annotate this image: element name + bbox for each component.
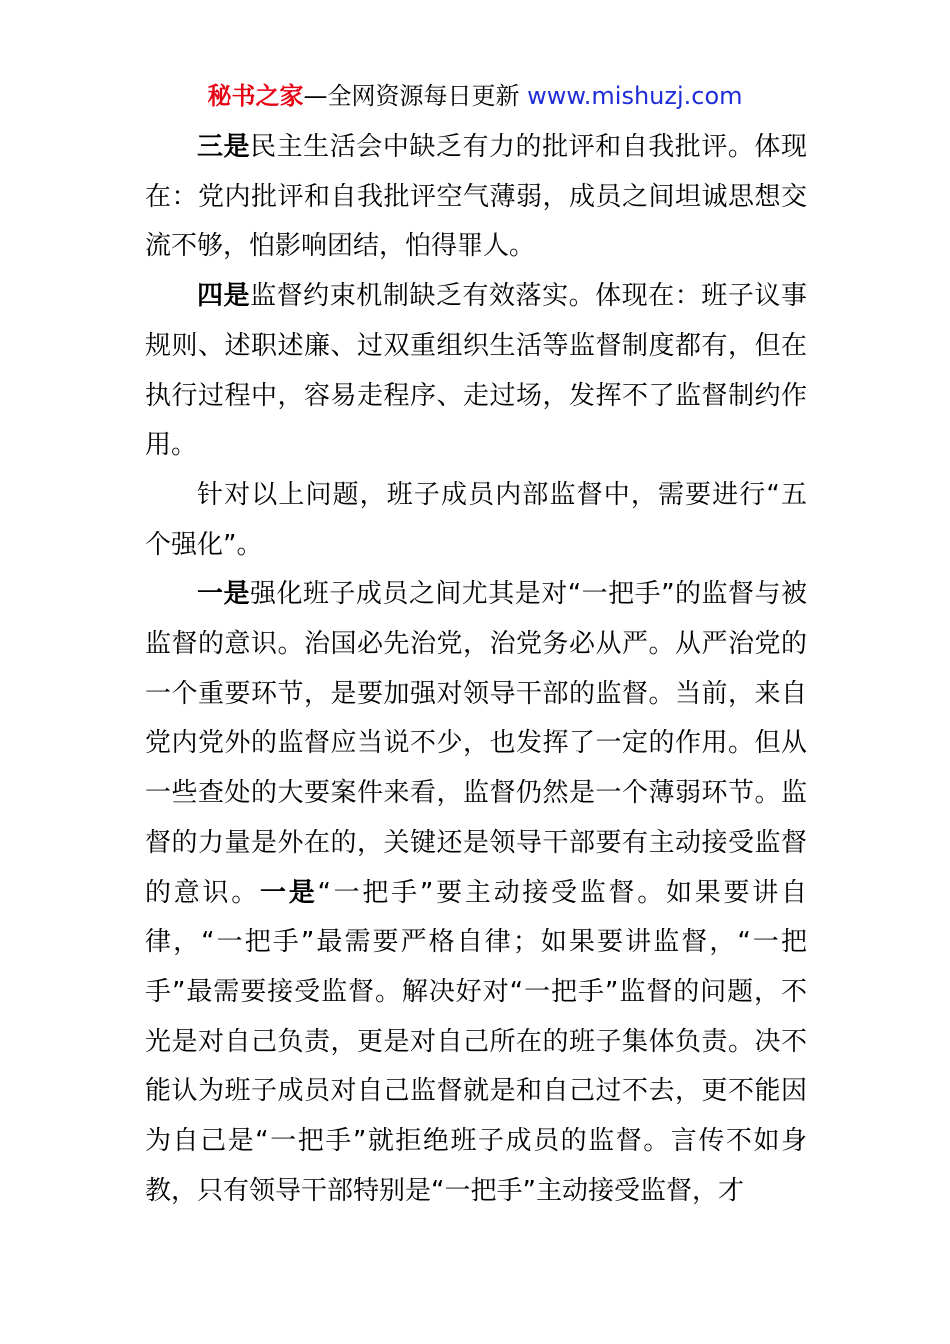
paragraph-five-strengthenings: [145, 471, 807, 570]
paragraph-text: 民主生活会中缺乏有力的批评和自我批评。体现在：党内批评和自我批评空气薄弱，成员之间坦诚思想交流不够，怕影响团结，怕得罪人。: [145, 132, 807, 262]
document-body: [145, 123, 807, 1216]
paragraph-lead: 四是: [197, 281, 251, 312]
site-url-link[interactable]: www.mishuzj.com: [527, 82, 743, 110]
paragraph-point-four: [145, 272, 807, 471]
site-header: [0, 80, 950, 112]
paragraph-lead: 三是: [197, 132, 251, 162]
paragraph-point-three: [145, 123, 807, 272]
site-brand: 秘书之家: [207, 82, 304, 110]
paragraph-lead: 一是: [197, 579, 250, 610]
paragraph-text: 监督约束机制缺乏有效落实。体现在：班子议事规则、述职述廉、过双重组织生活等监督制度都有，但在执行过程中，容易走程序、走过场，发挥不了监督制约作用。: [145, 281, 807, 461]
site-tagline: —全网资源每日更新: [303, 82, 528, 110]
paragraph-text: 针对以上问题，班子成员内部监督中，需要进行“五个强化”。: [145, 479, 807, 560]
paragraph-inline-lead: 一是: [259, 877, 318, 908]
paragraph-text: “一把手”要主动接受监督。如果要讲自律，“一把手”最需要严格自律；如果要讲监督，“一把手”最需要接受监督。解决好对“一把手”监督的问题，不光是对自己负责，更是对自己所在的班子集体负责。决不能认为班子成员对自己监督就是和自己过不去，更不能因为自己是“一把手”就拒绝班子成员的监督。言传不如身教，只有领导干部特别是“一把手”主动接受监督，才: [145, 877, 807, 1206]
paragraph-text: 强化班子成员之间尤其是对“一把手”的监督与被监督的意识。治国必先治党，治党务必从严。从严治党的一个重要环节，是要加强对领导干部的监督。当前，来自党内党外的监督应当说不少，也发挥了一定的作用。但从一些查处的大要案件来看，监督仍然是一个薄弱环节。监督的力量是外在的，关键还是领导干部要有主动接受监督的意识。: [145, 579, 807, 908]
paragraph-strengthen-one: [145, 570, 807, 1216]
